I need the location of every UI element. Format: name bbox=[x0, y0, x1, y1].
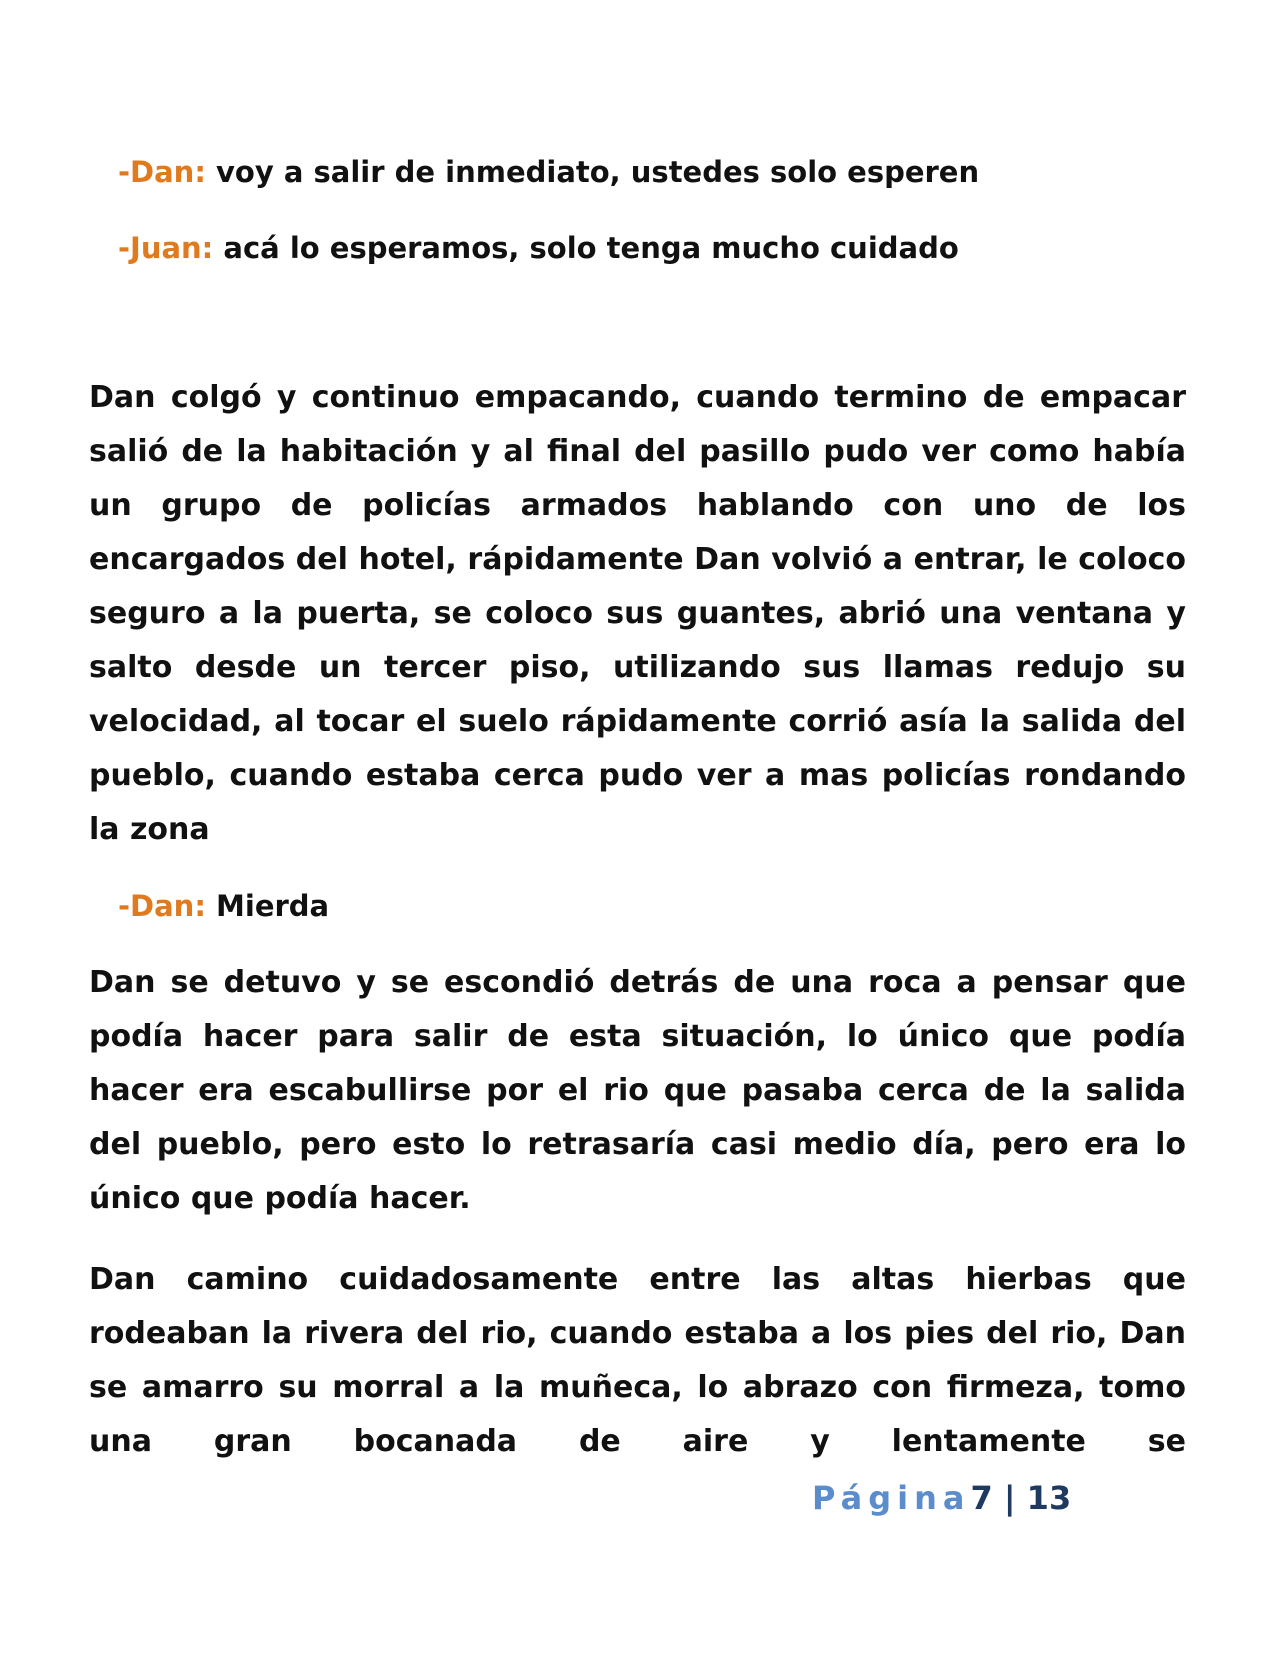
page-number: 7 bbox=[970, 1479, 993, 1517]
page-footer bbox=[812, 1478, 1071, 1518]
paragraph-3: Dan camino cuidadosamente entre las altas hierbas que rodeaban la rivera del rio, cuando estaba a los pies del rio, Dan se amarro su morral a la muñeca, lo abrazo con firmeza, tomo una gran bocanada de aire y lentamente se bbox=[89, 1262, 1186, 1459]
speaker-name: -Dan: bbox=[118, 889, 206, 923]
dialogue-line-dan-1 bbox=[118, 152, 979, 192]
speaker-name: -Dan: bbox=[118, 155, 206, 189]
speaker-name: -Juan: bbox=[118, 231, 214, 265]
page-label: Página bbox=[812, 1479, 971, 1517]
page-separator: | bbox=[992, 1479, 1027, 1517]
dialogue-text: acá lo esperamos, solo tenga mucho cuidado bbox=[213, 231, 959, 265]
page-total: 13 bbox=[1026, 1479, 1072, 1517]
dialogue-text: Mierda bbox=[205, 889, 330, 923]
dialogue-line-juan bbox=[118, 228, 959, 268]
paragraph-2: Dan se detuvo y se escondió detrás de una roca a pensar que podía hacer para salir de esta situación, lo único que podía hacer era escabullirse por el rio que pasaba cerca de la salida del pueblo, pero esto lo retrasaría casi medio día, pero era lo único que podía hacer. bbox=[89, 965, 1186, 1216]
dialogue-text: voy a salir de inmediato, ustedes solo esperen bbox=[205, 155, 980, 189]
paragraph-1: Dan colgó y continuo empacando, cuando termino de empacar salió de la habitación y al final del pasillo pudo ver como había un grupo de policías armados hablando con uno de los encargados del hotel, rápidamente Dan volvió a entrar, le coloco seguro a la puerta, se coloco sus guantes, abrió una ventana y salto desde un tercer piso, utilizando sus llamas redujo su velocidad, al tocar el suelo rápidamente corrió asía la salida del pueblo, cuando estaba cerca pudo ver a mas policías rondando la zona bbox=[89, 380, 1186, 847]
dialogue-line-dan-2 bbox=[118, 886, 329, 926]
